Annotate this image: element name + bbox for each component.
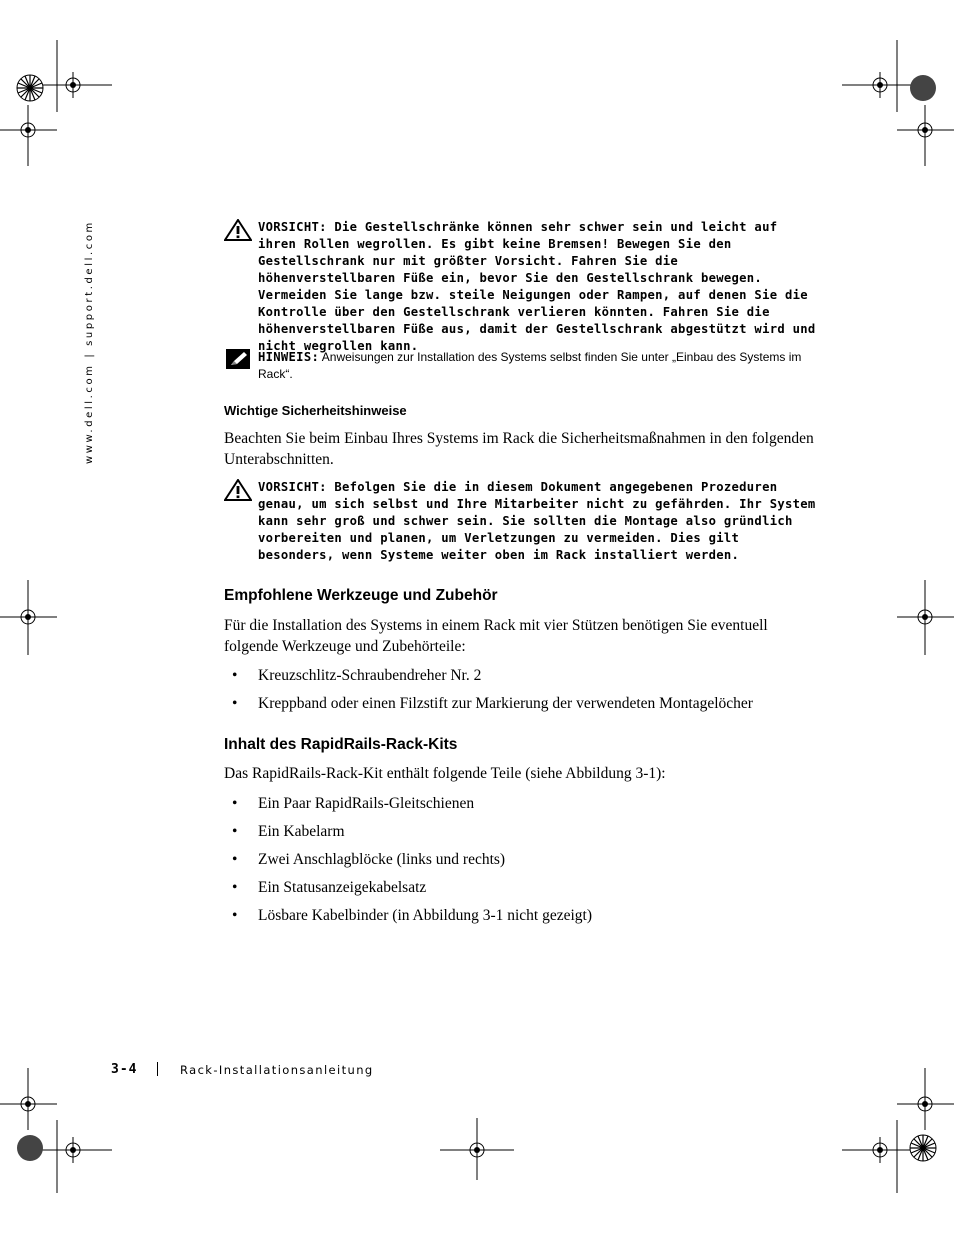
caution-text-2: VORSICHT: Befolgen Sie die in diesem Dokument angegebenen Prozeduren genau, um sich selbst und Ihre Mitarbeiter nicht zu gefährden. Ihr System kann sehr groß und schwer sein. Sie sollten die Montage also gründlich vorbereiten und planen, um Verletzungen zu vermeiden. Dies gilt besonders, wenn Systeme weiter oben im Rack installiert werden.: [258, 480, 816, 562]
note-label: HINWEIS:: [258, 350, 320, 364]
safety-heading: Wichtige Sicherheitshinweise: [224, 403, 407, 418]
bullet-icon: •: [232, 851, 238, 868]
note-text: Anweisungen zur Installation des Systems selbst finden Sie unter „Einbau des Systems im Rack“.: [258, 350, 802, 381]
note-pencil-icon: [226, 349, 250, 374]
bullet-icon: •: [232, 823, 238, 840]
footer-divider: [157, 1062, 158, 1076]
list-item: • Kreuzschlitz-Schraubendreher Nr. 2: [232, 667, 482, 684]
bullet-icon: •: [232, 667, 238, 684]
kit-intro: Das RapidRails-Rack-Kit enthält folgende Teile (siehe Abbildung 3-1):: [224, 765, 666, 782]
warning-triangle-icon: [224, 219, 252, 246]
note-notice: [224, 349, 816, 383]
tools-intro: Für die Installation des Systems in einem Rack mit vier Stützen benötigen Sie eventuell folgende Werkzeuge und Zubehörteile:: [224, 617, 768, 655]
bullet-icon: •: [232, 907, 238, 924]
footer-title: Rack-Installationsanleitung: [180, 1063, 374, 1077]
kit-heading: Inhalt des RapidRails-Rack-Kits: [224, 736, 458, 753]
page-number: 3-4: [111, 1062, 138, 1077]
caution-notice-1: [224, 219, 816, 355]
bullet-icon: •: [232, 795, 238, 812]
warning-triangle-icon: [224, 479, 252, 506]
list-item: • Kreppband oder einen Filzstift zur Markierung der verwendeten Montagelöcher: [232, 695, 753, 712]
caution-text-1: VORSICHT: Die Gestellschränke können sehr schwer sein und leicht auf ihren Rollen wegrollen. Es gibt keine Bremsen! Bewegen Sie den Gestellschrank nur mit größter Vorsicht. Fahren Sie die höhenverstellbaren Füße ein, bevor Sie den Gestellschrank bewegen. Vermeiden Sie lange bzw. steile Neigungen oder Rampen, auf denen Sie die Kontrolle über den Gestellschrank verlieren könnten. Fahren Sie die höhenverstellbaren Füße aus, damit der Gestellschrank abgestützt wird und nicht wegrollen kann.: [258, 220, 816, 353]
list-item: • Ein Statusanzeigekabelsatz: [232, 879, 427, 896]
list-item: • Lösbare Kabelbinder (in Abbildung 3-1 nicht gezeigt): [232, 907, 593, 924]
sidebar-url: www.dell.com | support.dell.com: [84, 220, 95, 464]
safety-intro: Beachten Sie beim Einbau Ihres Systems im Rack die Sicherheitsmaßnahmen in den folgenden Unterabschnitten.: [224, 430, 814, 468]
bullet-icon: •: [232, 695, 238, 712]
tools-heading: Empfohlene Werkzeuge und Zubehör: [224, 587, 498, 604]
list-item: • Zwei Anschlagblöcke (links und rechts): [232, 851, 506, 868]
bullet-icon: •: [232, 879, 238, 896]
list-item: • Ein Kabelarm: [232, 823, 345, 840]
caution-notice-2: [224, 479, 816, 564]
list-item: • Ein Paar RapidRails-Gleitschienen: [232, 795, 475, 812]
